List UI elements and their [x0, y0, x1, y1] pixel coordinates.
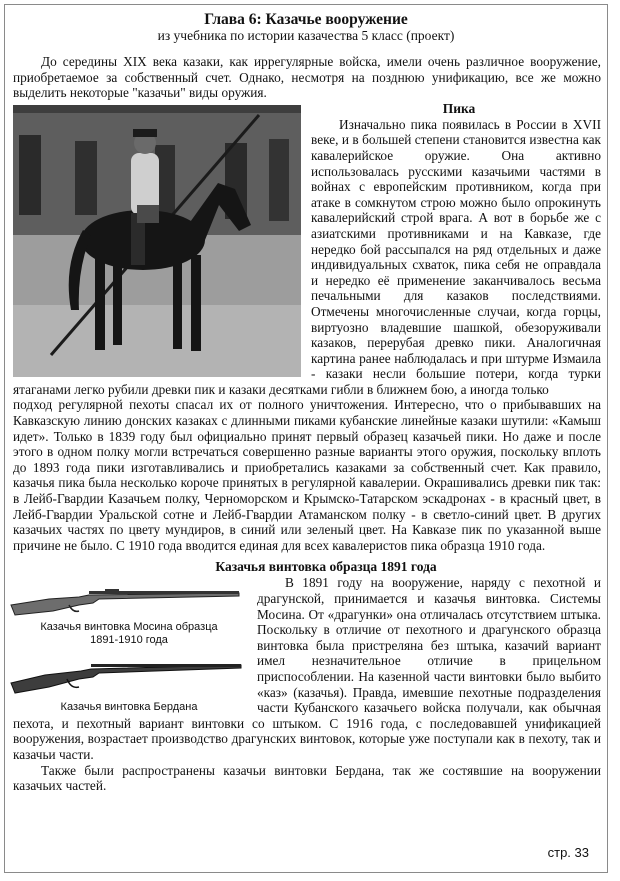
- pike-paragraph-continued: подход регулярной пехоты спасал их от полного уничтожения. Интересно, что о прибывавших на Кавказскую линию донских казаках с длинными пиками кубанские линейные казаки шутили: «Камыш идет». Только в 1839 году был официально принят первый образец казачьей пики. Но даже и после этого в одном полку могли встречаться совершенно разные варианты этого оружия, поскольку вплоть до 1893 года пики изготавливались и приобретались казаками за собственный счет. Как правило, казачья пика была несколько короче принятых в регулярной кавалерии. Окрашивались древки пик так: в Лейб-Гвардии Казачьем полку, Черноморском и Крымско-Татарском эскадронах - в красный цвет, в Лейб-Гвардии Уральской сотне и Лейб-Гвардии Атаманском полку - в светло-синий цвет. В других казачьих частях по цвету мундиров, в синий или зеленый цвет. На Кавказе пик по указанной выше причине не было. С 1910 года вводится единая для всех кавалеристов пика образца 1910 года.: [13, 397, 601, 553]
- mosin-caption-line1: Казачья винтовка Мосина образца: [40, 621, 218, 634]
- mosin-caption-line2: 1891-1910 года: [90, 634, 168, 647]
- cossack-horse-photo: [13, 105, 301, 377]
- rifle-paragraph-2: Также были распространены казачьи винтовки Бердана, так же состявшие на вооружении казачьих частей.: [13, 762, 601, 794]
- rifle-heading: Казачья винтовка образца 1891 года: [215, 559, 437, 575]
- rifle-paragraph-1: В 1891 году на вооружение, наряду с пехотной и драгунской, принимается и казачья винтовка. Системы Мосина. От «драгунки» она отличалась отсутствием штыка. Поскольку в отличие от пехотного и драгунского образца винтовка была пристреляна без штыка, казачий вариант имел незначительное отличие в прицельном приспособлении. На казенной части винтовки было выбито «каз» (казачья). Правда, имевшие пехотные подразделения части Кубанского казачьего войска получали, как обычная пехота, и пехотный вариант винтовки со штыком. С 1916 года, с последовавшей унификацией вооружения, возрастает производство драгунских винтовок, которые уже поступали как в пехоту, так и казачьи части.: [13, 575, 601, 762]
- pike-paragraph-wrapped: Изначально пика появилась в России в XVII веке, и в большей степени становится известна как кавалерийское оружие. Она активно использовалась русскими казачьими частями в войнах с европейским противником, когда при атаке в сомкнутом строю можно было опрокинуть кавалерийский строй врага. А вот в борьбе же с азиатскими противниками и на Кавказе, где нередко бой рассыпался на ряд отдельных и даже индивидуальных схваток, пика себя не оправдала и нередко её применение заканчивалось весьма печальными для казаков последствиями. Отмечены многочисленные случаи, когда горцы, виртуозно владевшие шашкой, обезоруживали казаков, перерубая древко пики. Аналогичная картина ранее наблюдалась и при штурме Измаила - казаки несли большие потери, когда турки ятаганами легко рубили древки пик и казаки десятками гибли в ближнем бою, а иногда только: [13, 116, 601, 397]
- berdan-rifle-image: [9, 655, 245, 695]
- page-title: Глава 6: Казачье вооружение: [204, 11, 408, 28]
- rifle-illustrations: [9, 581, 249, 714]
- berdan-caption: Казачья винтовка Бердана: [60, 701, 198, 714]
- page-subtitle: из учебника по истории казачества 5 класс (проект): [157, 28, 455, 43]
- pike-heading: Пика: [442, 100, 476, 116]
- mosin-rifle-image: [9, 581, 245, 621]
- page-number: стр. 33: [547, 845, 589, 860]
- intro-paragraph: До середины XIX века казаки, как иррегулярные войска, имели очень различное вооружение, приобретаемое за собственный счет. Однако, несмотря на позднюю унификацию, все же можно выделить некоторые "казачьи" виды оружия.: [13, 54, 601, 101]
- document-page: [4, 4, 608, 873]
